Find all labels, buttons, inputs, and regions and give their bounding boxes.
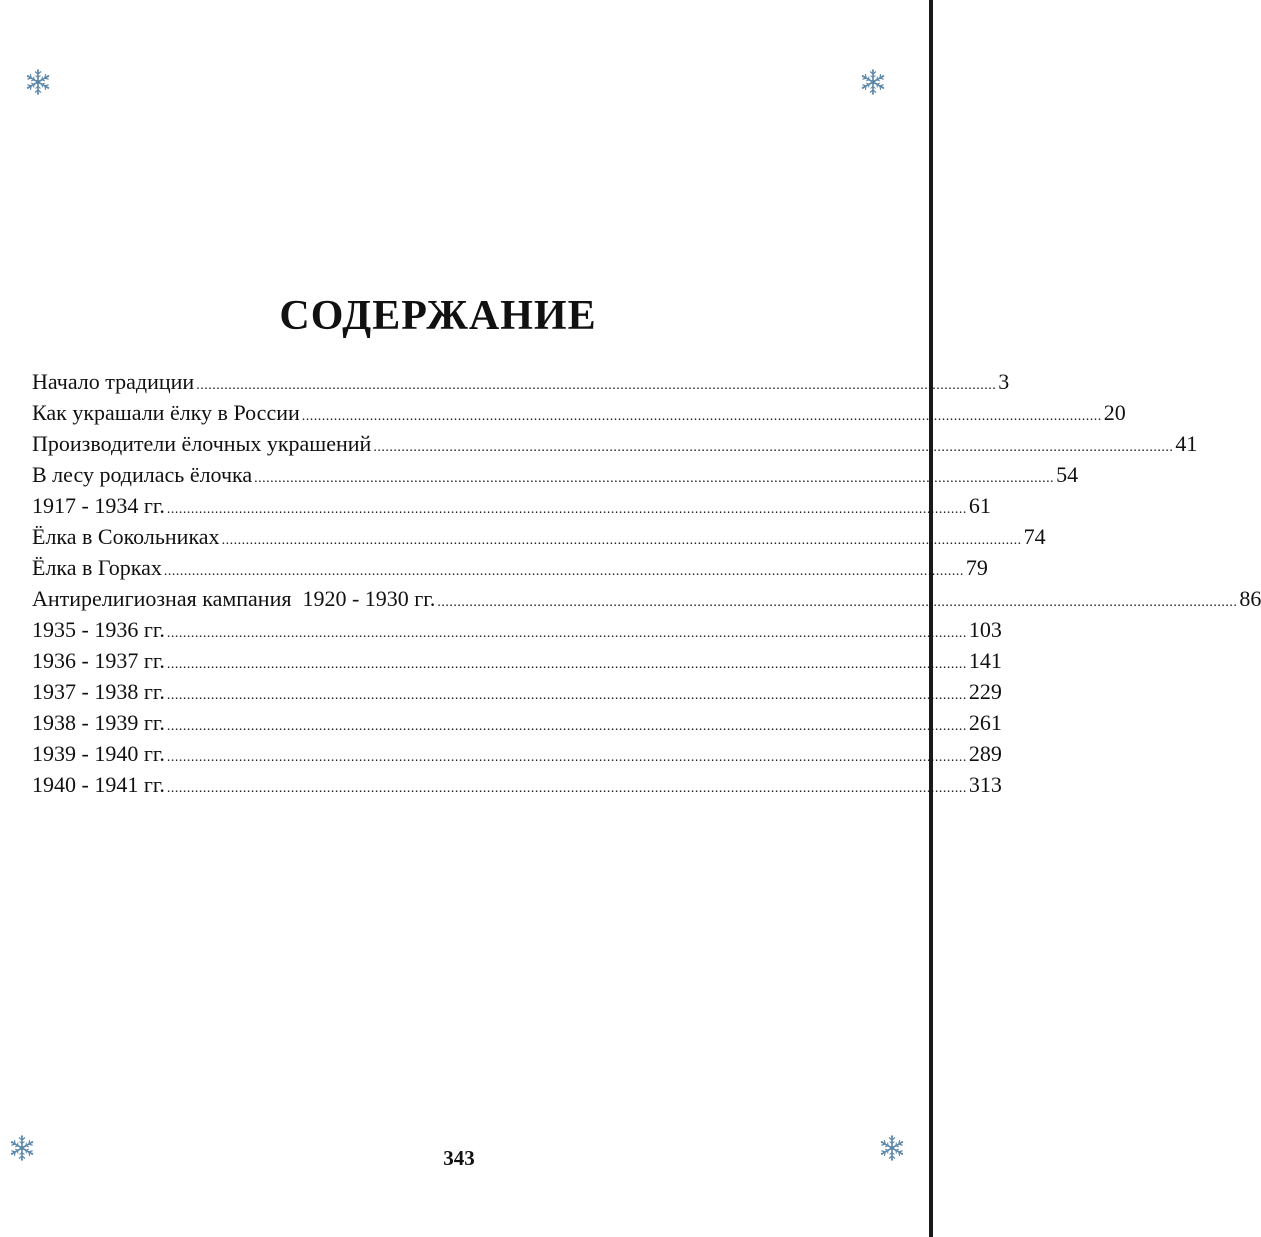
toc-leader-dots: ........................................................................................................................................................................................................ bbox=[301, 409, 1102, 424]
toc-entry-title: В лесу родилась ёлочка bbox=[32, 462, 253, 487]
page-number: 343 bbox=[443, 1146, 475, 1170]
toc-entry-page: 54 bbox=[1056, 462, 1079, 487]
toc-entry-title: 1917 - 1934 гг. bbox=[32, 493, 165, 518]
toc-leader-dots: ........................................................................................................................................................................................................ bbox=[196, 378, 997, 393]
toc-entry-page: 229 bbox=[968, 679, 1002, 704]
toc-entry-title: Начало традиции bbox=[32, 369, 195, 394]
toc-entry bbox=[32, 552, 988, 583]
toc-leader-dots: ........................................................................................................................................................................................................ bbox=[254, 471, 1055, 486]
toc-entry bbox=[32, 676, 1002, 707]
toc-leader-dots: ........................................................................................................................................................................................................ bbox=[373, 440, 1174, 455]
toc-leader-dots: ........................................................................................................................................................................................................ bbox=[221, 533, 1022, 548]
toc-entry bbox=[32, 490, 991, 521]
toc-leader-dots: ........................................................................................................................................................................................................ bbox=[166, 657, 967, 672]
toc-entry-page: 3 bbox=[998, 369, 1010, 394]
toc-leader-dots: ........................................................................................................................................................................................................ bbox=[166, 781, 967, 796]
toc-entry-page: 61 bbox=[968, 493, 991, 518]
toc-entry-title: 1939 - 1940 гг. bbox=[32, 741, 165, 766]
toc-leader-dots: ........................................................................................................................................................................................................ bbox=[166, 719, 967, 734]
toc-entry bbox=[32, 645, 1002, 676]
toc-entry-title: Производители ёлочных украшений bbox=[32, 431, 372, 456]
toc-entry-title: 1936 - 1937 гг. bbox=[32, 648, 165, 673]
snowflake-icon bbox=[24, 68, 52, 96]
toc-entry bbox=[32, 521, 1046, 552]
toc-entry-title: 1938 - 1939 гг. bbox=[32, 710, 165, 735]
toc-entry-title: 1940 - 1941 гг. bbox=[32, 772, 165, 797]
table-of-contents bbox=[32, 366, 1261, 800]
toc-entry-title: 1935 - 1936 гг. bbox=[32, 617, 165, 642]
toc-entry-page: 86 bbox=[1239, 586, 1261, 611]
toc-leader-dots: ........................................................................................................................................................................................................ bbox=[437, 595, 1238, 610]
snowflake-icon bbox=[859, 68, 887, 96]
toc-entry-page: 103 bbox=[968, 617, 1002, 642]
toc-entry-page: 41 bbox=[1175, 431, 1198, 456]
toc-entry bbox=[32, 707, 1002, 738]
toc-entry-title: Антирелигиозная кампания 1920 - 1930 гг. bbox=[32, 586, 436, 611]
toc-leader-dots: ........................................................................................................................................................................................................ bbox=[166, 688, 967, 703]
toc-entry-page: 261 bbox=[968, 710, 1002, 735]
toc-entry bbox=[32, 583, 1261, 614]
toc-entry-page: 20 bbox=[1103, 400, 1126, 425]
toc-entry-page: 79 bbox=[965, 555, 988, 580]
toc-leader-dots: ........................................................................................................................................................................................................ bbox=[166, 626, 967, 641]
toc-leader-dots: ........................................................................................................................................................................................................ bbox=[166, 750, 967, 765]
toc-entry bbox=[32, 459, 1079, 490]
toc-leader-dots: ........................................................................................................................................................................................................ bbox=[163, 564, 964, 579]
toc-entry bbox=[32, 428, 1198, 459]
toc-entry bbox=[32, 397, 1126, 428]
toc-entry-title: Ёлка в Горках bbox=[32, 555, 162, 580]
toc-entry-page: 74 bbox=[1023, 524, 1046, 549]
toc-entry bbox=[32, 738, 1002, 769]
toc-entry bbox=[32, 366, 1010, 397]
toc-entry-title: 1937 - 1938 гг. bbox=[32, 679, 165, 704]
toc-entry-page: 289 bbox=[968, 741, 1002, 766]
toc-entry-page: 141 bbox=[968, 648, 1002, 673]
page-title: СОДЕРЖАНИЕ bbox=[279, 293, 597, 339]
toc-entry-title: Ёлка в Сокольниках bbox=[32, 524, 220, 549]
toc-entry-page: 313 bbox=[968, 772, 1002, 797]
toc-entry bbox=[32, 614, 1002, 645]
toc-entry bbox=[32, 769, 1002, 800]
toc-leader-dots: ........................................................................................................................................................................................................ bbox=[166, 502, 967, 517]
toc-entry-title: Как украшали ёлку в России bbox=[32, 400, 300, 425]
